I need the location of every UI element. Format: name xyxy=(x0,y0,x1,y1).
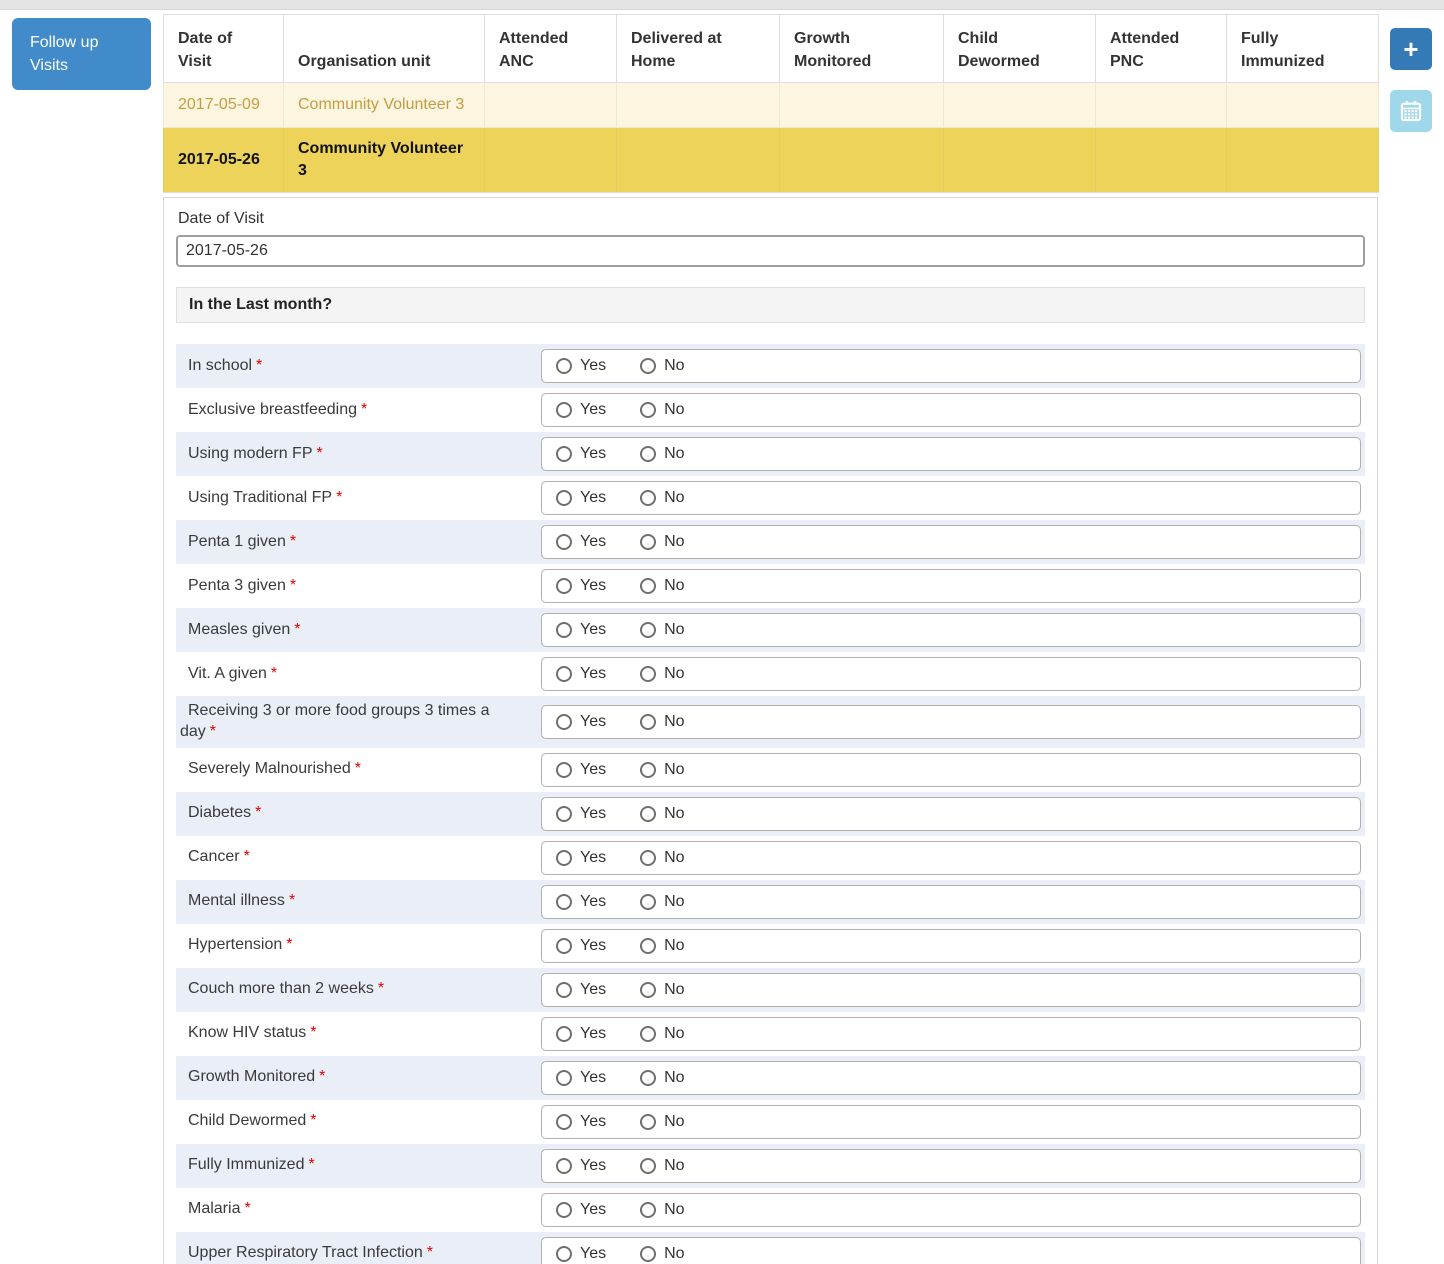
radio-icon xyxy=(640,1026,656,1042)
radio-icon xyxy=(556,1202,572,1218)
section-header-last-month: In the Last month? xyxy=(176,287,1365,323)
question-input-area xyxy=(541,437,1365,471)
question-label: Penta 3 given * xyxy=(188,576,297,594)
radio-icon xyxy=(640,1202,656,1218)
radio-label: No xyxy=(664,1200,685,1218)
no-radio[interactable] xyxy=(640,1245,684,1263)
yes-radio[interactable] xyxy=(556,1245,606,1263)
yes-radio[interactable] xyxy=(556,577,606,595)
question-label: Malaria * xyxy=(188,1200,251,1218)
question-label: Cancer * xyxy=(188,848,250,866)
event-value-cell xyxy=(485,83,617,128)
radio-label: No xyxy=(664,1024,685,1042)
column-header: Organisation unit xyxy=(284,15,485,83)
no-radio[interactable] xyxy=(640,1157,684,1175)
event-value-cell xyxy=(780,128,944,193)
question-input-area xyxy=(541,481,1365,515)
event-value-cell xyxy=(1096,83,1227,128)
stage-button-follow-up-visits[interactable]: Follow up Visits xyxy=(12,18,151,90)
radio-label: Yes xyxy=(580,1156,607,1174)
calendar-icon xyxy=(1400,100,1422,122)
yes-no-field xyxy=(541,481,1361,515)
question-row xyxy=(176,924,1365,968)
radio-icon xyxy=(556,762,572,778)
question-row xyxy=(176,1100,1365,1144)
question-label: Vit. A given * xyxy=(188,664,278,682)
yes-radio[interactable] xyxy=(556,1157,606,1175)
event-value-cell xyxy=(485,128,617,193)
radio-icon xyxy=(556,358,572,374)
yes-no-field xyxy=(541,929,1361,963)
required-marker: * xyxy=(336,488,343,506)
radio-label: Yes xyxy=(580,712,607,730)
question-label: Fully Immunized * xyxy=(188,1156,315,1174)
required-marker: * xyxy=(244,1200,251,1218)
question-label: Penta 1 given * xyxy=(188,532,297,550)
column-header: Attended ANC xyxy=(485,15,617,83)
radio-icon xyxy=(640,446,656,462)
yes-no-field xyxy=(541,753,1361,787)
question-input-area xyxy=(541,1061,1365,1095)
radio-label: Yes xyxy=(580,1244,607,1262)
events-table-header-row xyxy=(164,15,1379,83)
radio-icon xyxy=(640,490,656,506)
question-label: Hypertension * xyxy=(188,936,293,954)
radio-label: No xyxy=(664,533,685,550)
yes-no-field xyxy=(541,1149,1361,1183)
radio-icon xyxy=(556,666,572,682)
radio-label: Yes xyxy=(580,892,607,910)
radio-icon xyxy=(640,1070,656,1086)
question-input-area xyxy=(541,569,1365,603)
question-input-area xyxy=(541,1193,1365,1227)
question-input-area xyxy=(541,973,1365,1007)
question-input-area xyxy=(541,393,1365,427)
column-header: Attended PNC xyxy=(1096,15,1227,83)
question-row xyxy=(176,1056,1365,1100)
required-marker: * xyxy=(294,620,301,638)
question-row xyxy=(176,388,1365,432)
radio-icon xyxy=(640,762,656,778)
yes-radio[interactable] xyxy=(556,893,606,911)
yes-no-field xyxy=(541,657,1361,691)
radio-label: No xyxy=(664,712,685,730)
question-input-area xyxy=(541,657,1365,691)
yes-radio[interactable] xyxy=(556,357,606,375)
question-input-area xyxy=(541,1237,1365,1264)
no-radio[interactable] xyxy=(640,577,684,595)
required-marker: * xyxy=(243,848,250,866)
question-label: Diabetes * xyxy=(188,804,262,822)
radio-icon xyxy=(556,806,572,822)
radio-label: No xyxy=(664,980,685,998)
required-marker: * xyxy=(256,356,263,374)
radio-label: Yes xyxy=(580,1068,607,1086)
radio-label: Yes xyxy=(580,804,607,822)
event-value-cell xyxy=(1227,128,1379,193)
required-marker: * xyxy=(316,444,323,462)
question-input-area xyxy=(541,1149,1365,1183)
radio-icon xyxy=(556,1026,572,1042)
question-label: Know HIV status * xyxy=(188,1024,317,1042)
radio-label: No xyxy=(664,804,685,822)
question-label: Using Traditional FP * xyxy=(188,488,343,506)
question-row xyxy=(176,608,1365,652)
radio-label: No xyxy=(664,760,685,778)
radio-label: No xyxy=(664,936,685,954)
radio-icon xyxy=(556,938,572,954)
yes-radio[interactable] xyxy=(556,713,606,731)
question-row xyxy=(176,880,1365,924)
no-radio[interactable] xyxy=(640,489,684,507)
stage-sidebar xyxy=(0,10,163,1264)
radio-icon xyxy=(556,490,572,506)
radio-icon xyxy=(556,578,572,594)
radio-icon xyxy=(556,850,572,866)
required-marker: * xyxy=(360,400,368,418)
required-marker: * xyxy=(288,892,296,910)
column-header: Delivered at Home xyxy=(617,15,780,83)
radio-icon xyxy=(640,894,656,910)
no-radio[interactable] xyxy=(640,1113,684,1131)
required-marker: * xyxy=(310,1112,317,1130)
radio-label: Yes xyxy=(580,760,607,778)
radio-label: No xyxy=(664,621,685,638)
question-row xyxy=(176,1012,1365,1056)
event-orgunit-cell: Community Volunteer 3 xyxy=(284,83,485,128)
radio-icon xyxy=(640,1158,656,1174)
date-of-visit-label: Date of Visit xyxy=(178,210,264,227)
radio-label: Yes xyxy=(580,401,607,418)
question-input-area xyxy=(541,797,1365,831)
radio-label: No xyxy=(664,892,685,910)
radio-label: No xyxy=(664,489,685,506)
radio-icon xyxy=(640,622,656,638)
radio-label: No xyxy=(664,1112,685,1130)
radio-label: No xyxy=(664,665,685,682)
yes-radio[interactable] xyxy=(556,1201,606,1219)
no-radio[interactable] xyxy=(640,713,684,731)
question-input-area xyxy=(541,613,1365,647)
question-row xyxy=(176,1188,1365,1232)
yes-no-field xyxy=(541,349,1361,383)
question-label: Upper Respiratory Tract Infection * xyxy=(188,1244,433,1262)
radio-icon xyxy=(640,358,656,374)
main-content xyxy=(163,10,1378,1264)
question-row xyxy=(176,564,1365,608)
event-value-cell xyxy=(1096,128,1227,193)
radio-icon xyxy=(556,1070,572,1086)
required-marker: * xyxy=(377,980,385,998)
event-value-cell xyxy=(1227,83,1379,128)
radio-icon xyxy=(556,622,572,638)
radio-icon xyxy=(640,982,656,998)
question-label: Child Dewormed * xyxy=(188,1112,317,1130)
yes-no-field xyxy=(541,525,1361,559)
yes-no-field xyxy=(541,1017,1361,1051)
event-row[interactable] xyxy=(164,83,1379,128)
plus-icon: + xyxy=(1403,34,1419,64)
radio-label: No xyxy=(664,577,685,594)
event-orgunit-cell: Community Volunteer 3 xyxy=(284,128,485,193)
radio-label: Yes xyxy=(580,489,607,506)
radio-icon xyxy=(640,1246,656,1262)
radio-label: Yes xyxy=(580,357,607,374)
no-radio[interactable] xyxy=(640,1025,684,1043)
required-marker: * xyxy=(286,936,293,954)
radio-icon xyxy=(556,714,572,730)
radio-label: Yes xyxy=(580,848,607,866)
radio-label: No xyxy=(664,1244,685,1262)
radio-label: No xyxy=(664,1156,685,1174)
yes-no-field xyxy=(541,613,1361,647)
radio-label: Yes xyxy=(580,577,607,594)
event-date-cell: 2017-05-09 xyxy=(164,83,284,128)
required-marker: * xyxy=(308,1156,315,1174)
radio-icon xyxy=(640,850,656,866)
radio-label: No xyxy=(664,357,685,374)
radio-label: No xyxy=(664,445,685,462)
question-row xyxy=(176,432,1365,476)
radio-icon xyxy=(556,1114,572,1130)
event-value-cell xyxy=(780,83,944,128)
yes-no-field xyxy=(541,569,1361,603)
yes-radio[interactable] xyxy=(556,445,606,463)
question-input-area xyxy=(541,841,1365,875)
add-event-button[interactable] xyxy=(1390,28,1432,70)
radio-icon xyxy=(640,714,656,730)
radio-icon xyxy=(556,446,572,462)
event-date-cell: 2017-05-26 xyxy=(164,128,284,193)
no-radio[interactable] xyxy=(640,621,684,639)
no-radio[interactable] xyxy=(640,533,684,551)
question-row xyxy=(176,652,1365,696)
required-marker: * xyxy=(319,1068,326,1086)
yes-radio[interactable] xyxy=(556,665,606,683)
yes-radio[interactable] xyxy=(556,981,606,999)
question-row xyxy=(176,520,1365,564)
required-marker: * xyxy=(255,804,262,822)
required-marker: * xyxy=(270,664,278,682)
radio-label: Yes xyxy=(580,1024,607,1042)
event-value-cell xyxy=(617,83,780,128)
yes-no-field xyxy=(541,1237,1361,1264)
question-input-area xyxy=(541,705,1365,739)
radio-icon xyxy=(556,1158,572,1174)
question-input-area xyxy=(541,1105,1365,1139)
radio-label: Yes xyxy=(580,980,607,998)
yes-radio[interactable] xyxy=(556,849,606,867)
radio-icon xyxy=(640,534,656,550)
column-header: Child Dewormed xyxy=(944,15,1096,83)
question-label: In school * xyxy=(188,356,263,374)
question-list xyxy=(176,344,1365,1264)
question-input-area xyxy=(541,1017,1365,1051)
question-row xyxy=(176,344,1365,388)
yes-radio[interactable] xyxy=(556,489,606,507)
question-row xyxy=(176,792,1365,836)
radio-label: No xyxy=(664,1068,685,1086)
question-row xyxy=(176,1144,1365,1188)
yes-radio[interactable] xyxy=(556,1069,606,1087)
yes-no-field xyxy=(541,393,1361,427)
question-input-area xyxy=(541,885,1365,919)
column-header: Growth Monitored xyxy=(780,15,944,83)
no-radio[interactable] xyxy=(640,981,684,999)
radio-icon xyxy=(556,894,572,910)
question-input-area xyxy=(541,929,1365,963)
question-label: Mental illness * xyxy=(188,892,296,910)
yes-no-field xyxy=(541,797,1361,831)
no-radio[interactable] xyxy=(640,665,684,683)
yes-radio[interactable] xyxy=(556,621,606,639)
question-label: Couch more than 2 weeks * xyxy=(188,980,385,998)
radio-label: Yes xyxy=(580,665,607,682)
radio-label: Yes xyxy=(580,1200,607,1218)
question-label: Using modern FP * xyxy=(188,444,323,462)
radio-label: Yes xyxy=(580,936,607,954)
question-row xyxy=(176,696,1365,748)
radio-label: Yes xyxy=(580,533,607,550)
yes-radio[interactable] xyxy=(556,761,606,779)
question-row xyxy=(176,748,1365,792)
no-radio[interactable] xyxy=(640,357,684,375)
event-value-cell xyxy=(944,128,1096,193)
no-radio[interactable] xyxy=(640,893,684,911)
top-divider xyxy=(0,0,1444,10)
no-radio[interactable] xyxy=(640,849,684,867)
yes-no-field xyxy=(541,973,1361,1007)
radio-icon xyxy=(556,1246,572,1262)
question-row xyxy=(176,968,1365,1012)
no-radio[interactable] xyxy=(640,1069,684,1087)
radio-icon xyxy=(640,666,656,682)
event-form-panel xyxy=(163,197,1378,1264)
yes-no-field xyxy=(541,705,1361,739)
no-radio[interactable] xyxy=(640,401,684,419)
question-input-area xyxy=(541,349,1365,383)
radio-icon xyxy=(640,1114,656,1130)
required-marker: * xyxy=(426,1244,433,1262)
yes-radio[interactable] xyxy=(556,1113,606,1131)
radio-icon xyxy=(556,982,572,998)
question-label: Severely Malnourished * xyxy=(188,760,361,778)
no-radio[interactable] xyxy=(640,805,684,823)
yes-radio[interactable] xyxy=(556,805,606,823)
radio-icon xyxy=(640,578,656,594)
question-label: Receiving 3 or more food groups 3 times a day * xyxy=(180,702,490,740)
yes-no-field xyxy=(541,841,1361,875)
required-marker: * xyxy=(354,760,361,778)
no-radio[interactable] xyxy=(640,937,684,955)
radio-icon xyxy=(640,806,656,822)
yes-no-field xyxy=(541,1105,1361,1139)
yes-radio[interactable] xyxy=(556,533,606,551)
event-value-cell xyxy=(617,128,780,193)
page-layout xyxy=(0,10,1444,1264)
radio-icon xyxy=(640,938,656,954)
radio-icon xyxy=(556,402,572,418)
event-value-cell xyxy=(944,83,1096,128)
question-input-area xyxy=(541,525,1365,559)
radio-icon xyxy=(640,402,656,418)
event-row[interactable] xyxy=(164,128,1379,193)
yes-no-field xyxy=(541,1193,1361,1227)
radio-label: Yes xyxy=(580,1112,607,1130)
question-label: Growth Monitored * xyxy=(188,1068,326,1086)
yes-no-field xyxy=(541,885,1361,919)
radio-label: No xyxy=(664,848,685,866)
question-row xyxy=(176,836,1365,880)
question-label: Exclusive breastfeeding * xyxy=(188,400,368,418)
required-marker: * xyxy=(209,722,217,740)
yes-radio[interactable] xyxy=(556,937,606,955)
question-label: Measles given * xyxy=(188,620,301,638)
no-radio[interactable] xyxy=(640,761,684,779)
yes-radio[interactable] xyxy=(556,401,606,419)
required-marker: * xyxy=(289,576,297,594)
radio-icon xyxy=(556,534,572,550)
question-row xyxy=(176,1232,1365,1264)
required-marker: * xyxy=(310,1024,317,1042)
radio-label: No xyxy=(664,401,685,418)
yes-no-field xyxy=(541,437,1361,471)
no-radio[interactable] xyxy=(640,445,684,463)
radio-label: Yes xyxy=(580,445,607,462)
events-table xyxy=(163,14,1379,193)
no-radio[interactable] xyxy=(640,1201,684,1219)
yes-radio[interactable] xyxy=(556,1025,606,1043)
question-row xyxy=(176,476,1365,520)
column-header: Date of Visit xyxy=(164,15,284,83)
column-header: Fully Immunized xyxy=(1227,15,1379,83)
schedule-event-button[interactable] xyxy=(1390,90,1432,132)
yes-no-field xyxy=(541,1061,1361,1095)
date-of-visit-input[interactable] xyxy=(176,235,1365,267)
required-marker: * xyxy=(289,532,297,550)
question-input-area xyxy=(541,753,1365,787)
event-actions xyxy=(1378,10,1444,1264)
radio-label: Yes xyxy=(580,621,607,638)
